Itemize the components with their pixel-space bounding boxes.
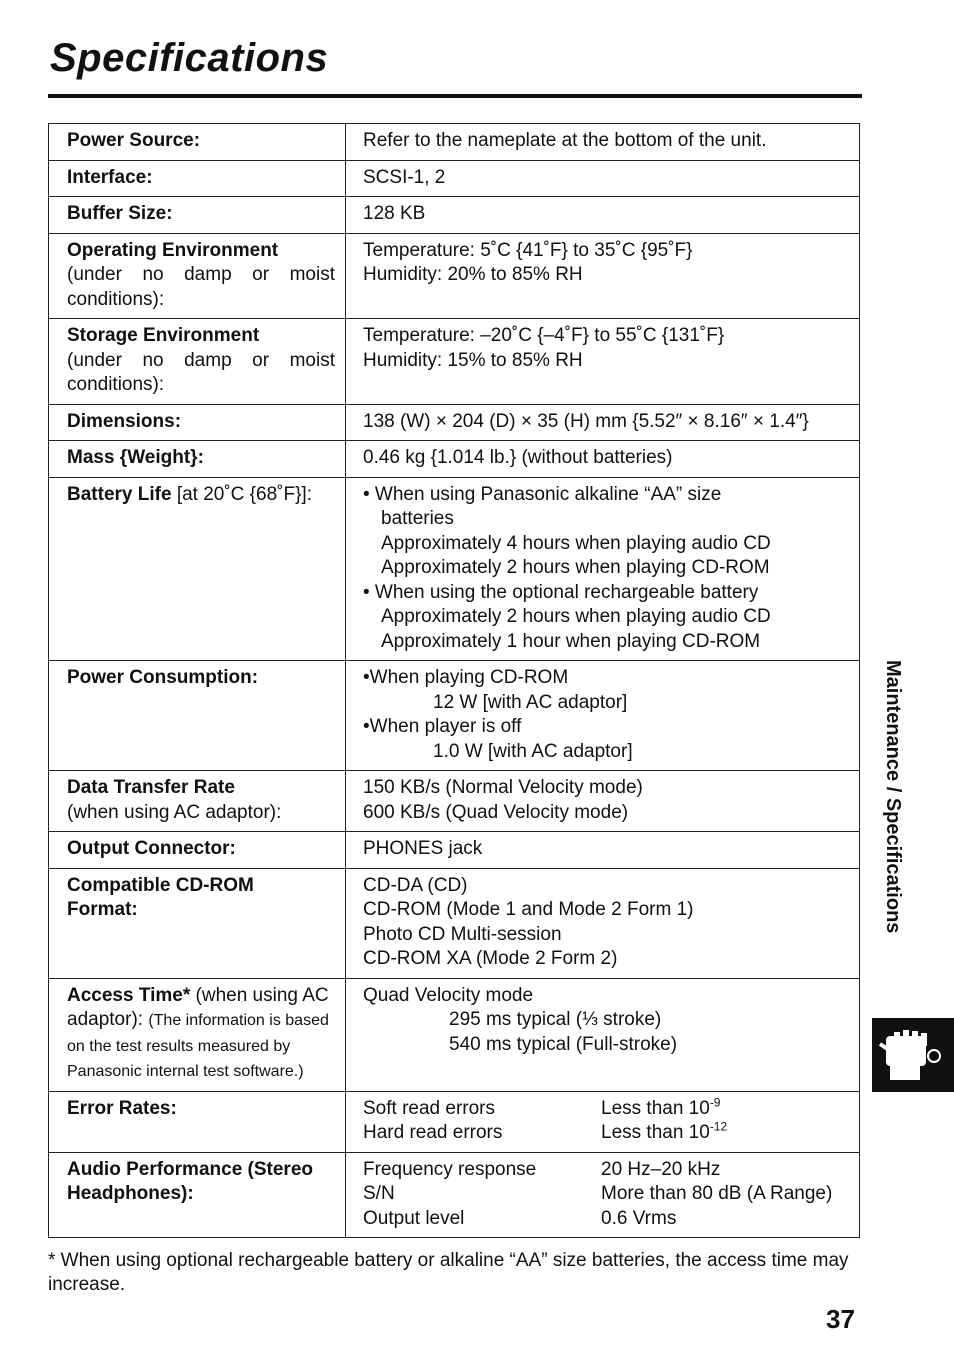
error-rate-value: Less than $10^{-12}$	[601, 1119, 728, 1143]
audio-item	[363, 1207, 857, 1232]
operating-environment-label: Operating Environment	[67, 239, 279, 261]
power-consumption-line: 12 W [with AC adaptor]	[433, 691, 628, 713]
error-rate-name: Soft read errors	[363, 1097, 495, 1119]
table-row	[49, 404, 860, 441]
dimensions-label: Dimensions:	[49, 404, 346, 441]
mass-label: Mass {Weight}:	[49, 441, 346, 478]
power-consumption-label: Power Consumption:	[49, 661, 346, 771]
operating-environment-value	[346, 233, 860, 319]
audio-performance-label: Audio Performance (Stereo Headphones):	[49, 1152, 346, 1238]
power-consumption-value	[346, 661, 860, 771]
audio-performance-value	[346, 1152, 860, 1238]
audio-item	[363, 1158, 857, 1183]
data-transfer-line: 150 KB/s (Normal Velocity mode)	[363, 777, 643, 798]
table-row	[49, 441, 860, 478]
output-connector-value: PHONES jack	[346, 832, 860, 869]
compatible-format-label: Compatible CD-ROM Format:	[49, 868, 346, 978]
table-row	[49, 124, 860, 161]
access-time-line: 540 ms typical (Full-stroke)	[449, 1033, 678, 1055]
audio-item-value: 20 Hz–20 kHz	[601, 1158, 721, 1180]
access-time-value	[346, 978, 860, 1091]
operating-environment-note: (under no damp or moist conditions):	[67, 264, 335, 310]
format-line: Photo CD Multi-session	[363, 923, 562, 945]
buffer-size-label: Buffer Size:	[49, 197, 346, 234]
table-row	[49, 233, 860, 319]
battery-line: Approximately 4 hours when playing audio CD	[381, 532, 771, 554]
storage-environment-cell	[49, 319, 346, 405]
interface-value: SCSI-1, 2	[346, 160, 860, 197]
section-tab	[872, 1018, 954, 1092]
dimensions-value: 138 (W) × 204 (D) × 35 (H) mm {5.52″ × 8.16″ × 1.4″}	[346, 404, 860, 441]
buffer-size-value: 128 KB	[346, 197, 860, 234]
table-row	[49, 661, 860, 771]
compatible-format-value	[346, 868, 860, 978]
battery-line: • When using the optional rechargeable battery	[363, 581, 759, 603]
storage-environment-label: Storage Environment	[67, 325, 260, 346]
side-section-label: Maintenance / Specifications	[882, 660, 904, 934]
title-rule	[48, 94, 862, 98]
power-source-label: Power Source:	[49, 124, 346, 161]
audio-item	[363, 1182, 857, 1207]
battery-line: Approximately 1 hour when playing CD-ROM	[381, 630, 761, 652]
interface-label: Interface:	[49, 160, 346, 197]
battery-life-cell	[49, 477, 346, 661]
battery-life-condition: [at 20˚C {68˚F}]:	[176, 483, 312, 505]
data-transfer-label: Data Transfer Rate	[67, 777, 235, 798]
format-line: CD-ROM (Mode 1 and Mode 2 Form 1)	[363, 899, 694, 920]
table-row	[49, 197, 860, 234]
storage-environment-value	[346, 319, 860, 405]
access-time-note: (The information is based on the test results measured by Panasonic internal test software.)	[67, 1012, 329, 1080]
table-row	[49, 832, 860, 869]
audio-item-value: More than 80 dB (A Range)	[601, 1183, 833, 1204]
table-row	[49, 319, 860, 405]
access-time-line: 295 ms typical (⅓ stroke)	[449, 1009, 662, 1030]
battery-life-label: Battery Life	[67, 483, 172, 505]
storage-environment-note: (under no damp or moist conditions):	[67, 349, 335, 395]
operating-temperature: Temperature: 5˚C {41˚F} to 35˚C {95˚F}	[363, 239, 693, 261]
storage-humidity: Humidity: 15% to 85% RH	[363, 349, 583, 371]
table-row	[49, 160, 860, 197]
output-connector-label: Output Connector:	[49, 832, 346, 869]
access-time-condition: (when using AC adaptor):	[67, 984, 329, 1030]
audio-item-name: S/N	[363, 1183, 395, 1204]
power-consumption-line: 1.0 W [with AC adaptor]	[433, 740, 633, 762]
format-line: CD-ROM XA (Mode 2 Form 2)	[363, 948, 618, 969]
battery-line: • When using Panasonic alkaline “AA” size	[363, 483, 722, 505]
data-transfer-note: (when using AC adaptor):	[67, 801, 282, 823]
battery-life-value	[346, 477, 860, 661]
access-time-label: Access Time*	[67, 984, 191, 1006]
hand-tools-icon	[872, 1018, 954, 1092]
error-rate-value: Less than $10^{-9}$	[601, 1095, 721, 1119]
footnote: * When using optional rechargeable battery or alkaline “AA” size batteries, the access time may increase.	[48, 1250, 849, 1295]
mass-value: 0.46 kg {1.014 lb.} (without batteries)	[346, 441, 860, 478]
access-time-cell	[49, 978, 346, 1091]
power-consumption-line: •When playing CD-ROM	[363, 667, 569, 688]
operating-humidity: Humidity: 20% to 85% RH	[363, 264, 583, 285]
audio-item-name: Frequency response	[363, 1158, 537, 1180]
table-row	[49, 868, 860, 978]
error-rate-item	[363, 1097, 849, 1122]
error-rate-name: Hard read errors	[363, 1122, 503, 1143]
battery-line: Approximately 2 hours when playing audio CD	[381, 606, 771, 627]
page-number: 37	[826, 1304, 855, 1334]
battery-line: batteries	[381, 508, 454, 529]
access-time-line: Quad Velocity mode	[363, 984, 534, 1006]
power-source-value: Refer to the nameplate at the bottom of the unit.	[346, 124, 860, 161]
audio-item-value: 0.6 Vrms	[601, 1207, 677, 1229]
page-title: Specifications	[50, 36, 329, 80]
data-transfer-value	[346, 771, 860, 832]
table-row	[49, 771, 860, 832]
table-row	[49, 1091, 860, 1152]
power-consumption-line: •When player is off	[363, 716, 522, 737]
table-row	[49, 1152, 860, 1238]
data-transfer-cell	[49, 771, 346, 832]
storage-temperature: Temperature: –20˚C {–4˚F} to 55˚C {131˚F}	[363, 325, 725, 346]
error-rate-item	[363, 1121, 849, 1146]
specifications-table	[48, 123, 860, 1238]
error-rates-value	[346, 1091, 860, 1152]
error-rates-label: Error Rates:	[49, 1091, 346, 1152]
format-line: CD-DA (CD)	[363, 874, 468, 896]
data-transfer-line: 600 KB/s (Quad Velocity mode)	[363, 801, 629, 823]
audio-item-name: Output level	[363, 1207, 465, 1229]
table-row	[49, 477, 860, 661]
battery-line: Approximately 2 hours when playing CD-ROM	[381, 557, 770, 578]
operating-environment-cell	[49, 233, 346, 319]
table-row	[49, 978, 860, 1091]
